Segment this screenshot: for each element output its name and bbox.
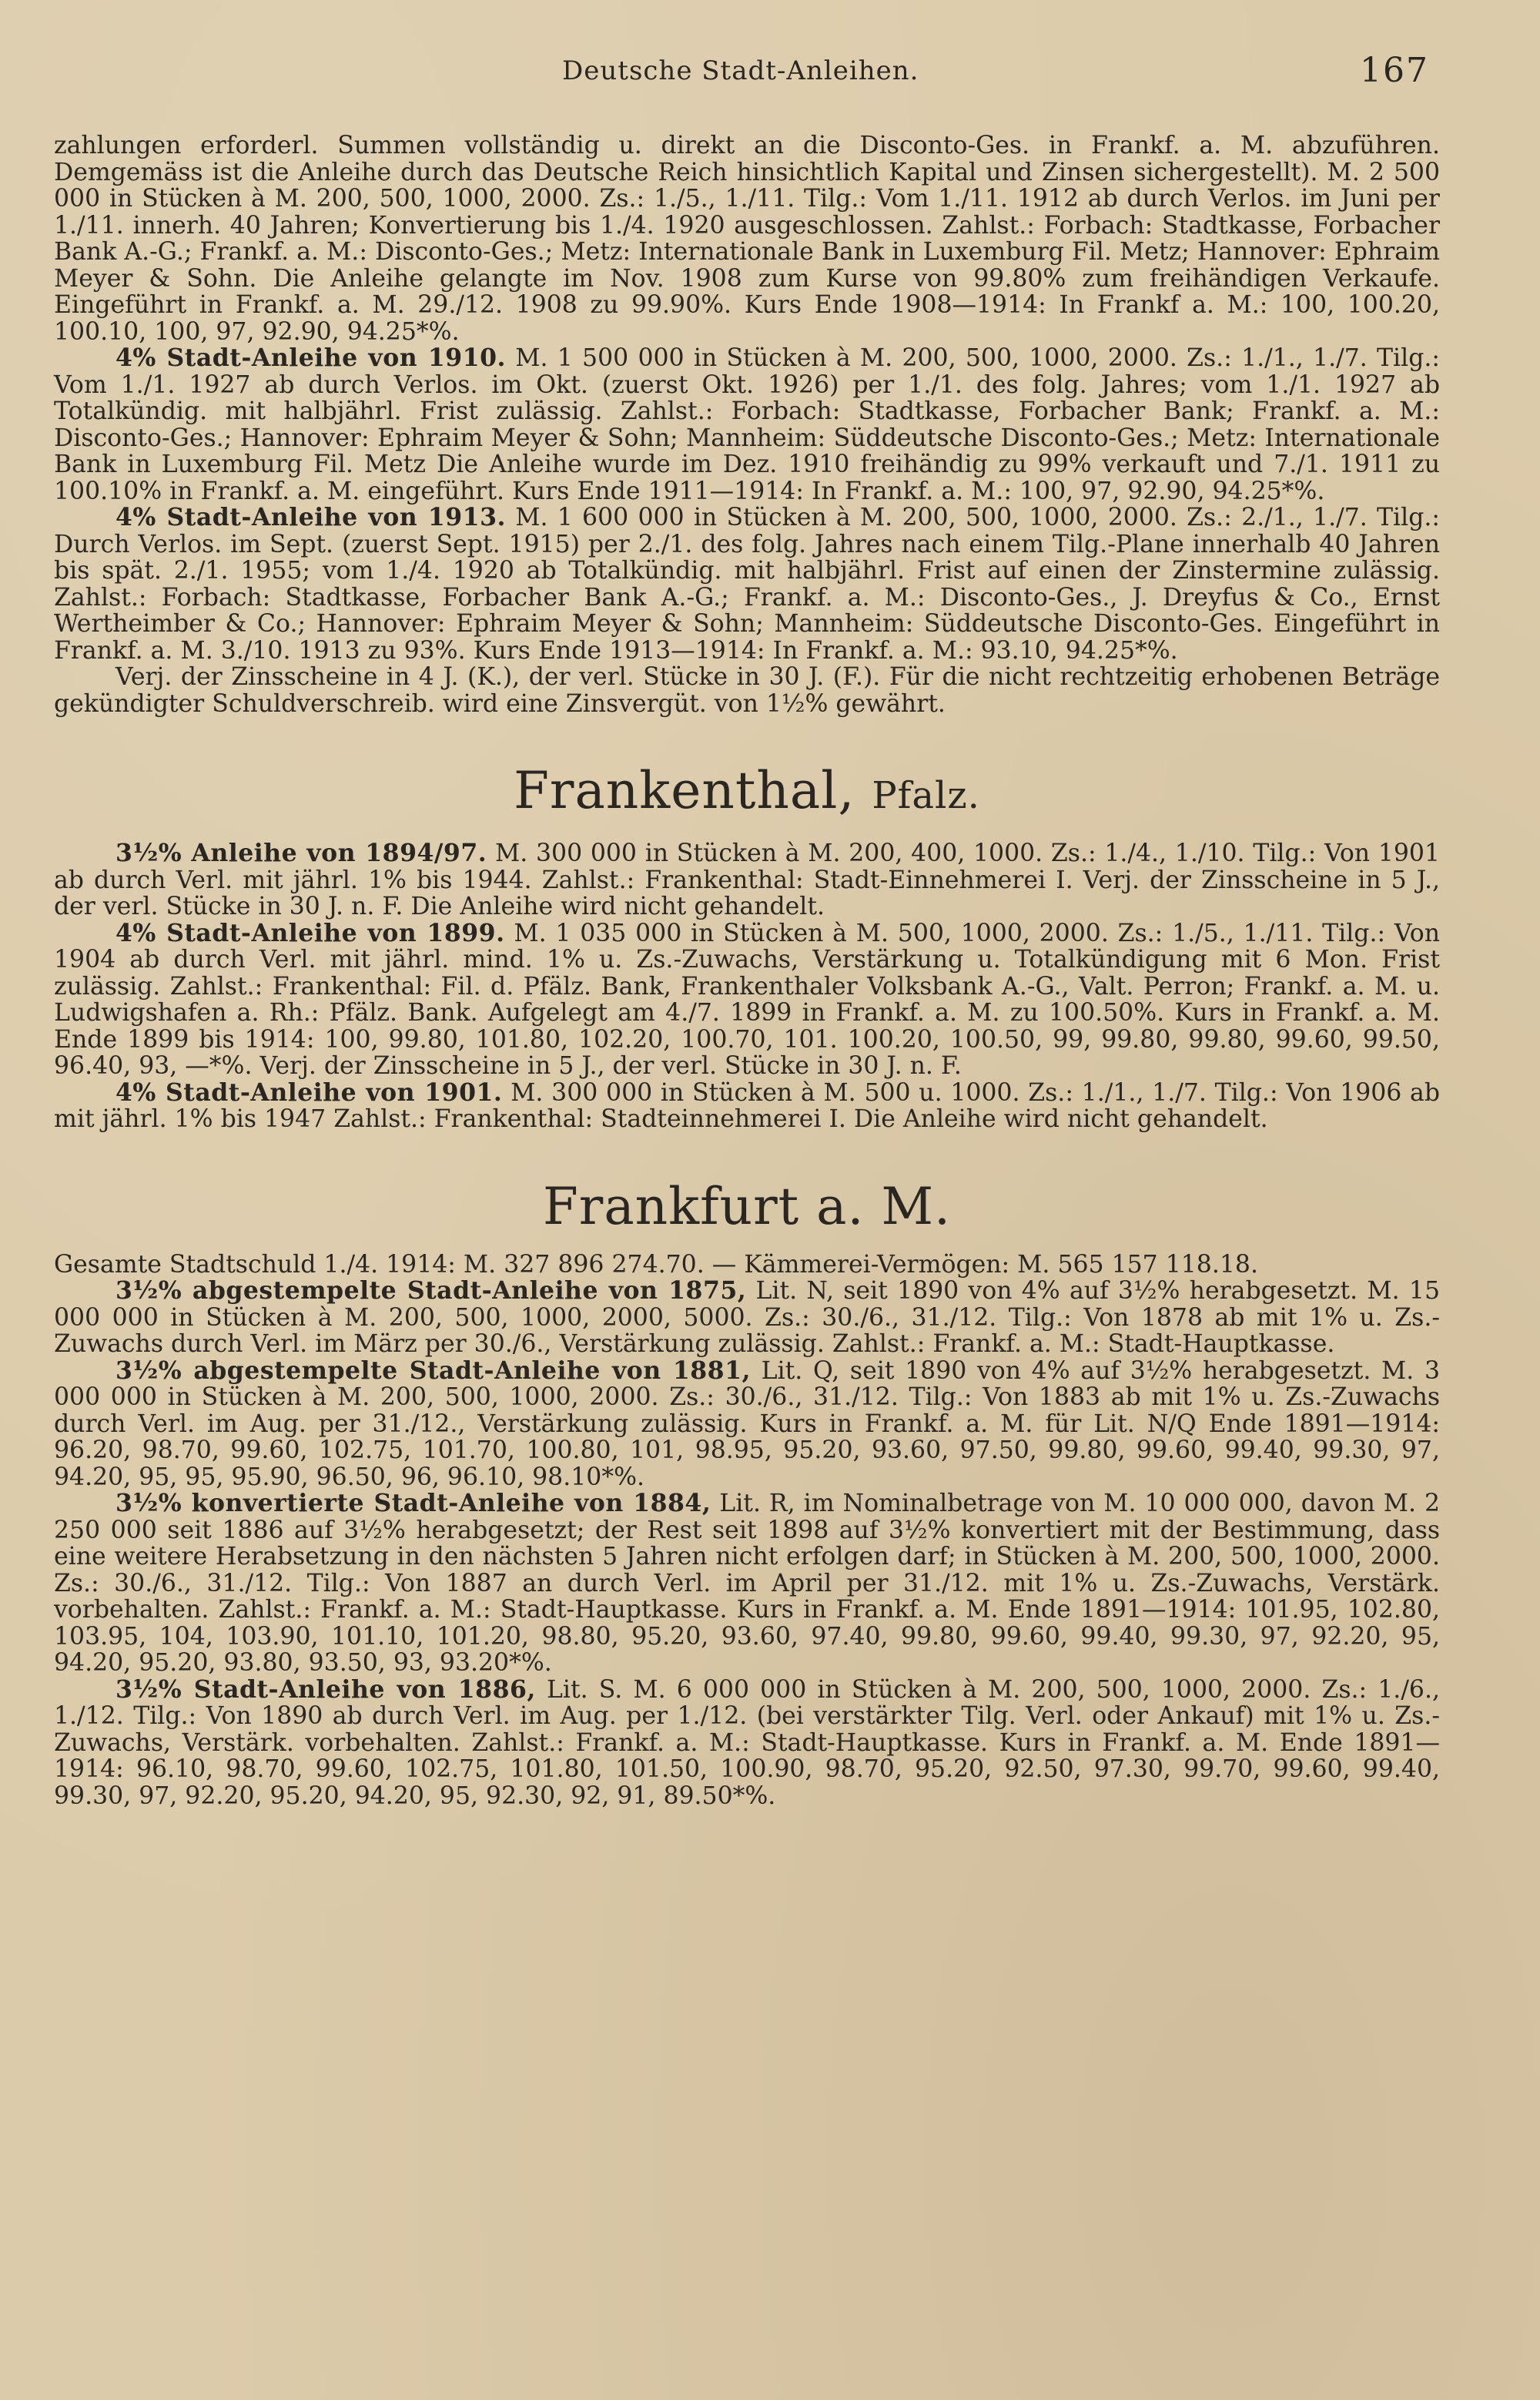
loan-title: 4% Stadt-Anleihe von 1901.	[116, 1078, 503, 1107]
loan-title: 3½% abgestempelte Stadt-Anleihe von 1881,	[116, 1356, 751, 1385]
body-text	[54, 132, 1440, 1809]
continuation-paragraph: zahlungen erforderl. Summen vollständig u. direkt an die Disconto-Ges. in Frankf. a. M. abzuführen. Demgemäss ist die Anleihe durch das Deutsche Reich hinsichtlich Kapital und Zinsen sichergestellt). M. 2 500 000 in Stücken à M. 200, 500, 1000, 2000. Zs.: 1./5., 1./11. Tilg.: Vom 1./11. 1912 ab durch Verlos. im Juni per 1./11. innerh. 40 Jahren; Konvertierung bis 1./4. 1920 ausgeschlossen. Zahlst.: Forbach: Stadtkasse, Forbacher Bank A.-G.; Frankf. a. M.: Disconto-Ges.; Metz: Internationale Bank in Luxemburg Fil. Metz; Hannover: Ephraim Meyer & Sohn. Die Anleihe gelangte im Nov. 1908 zum Kurse von 99.80% zum freihändigen Verkaufe. Eingeführt in Frankf. a. M. 29./12. 1908 zu 99.90%. Kurs Ende 1908—1914: In Frankf a. M.: 100, 100.20, 100.10, 100, 97, 92.90, 94.25*%.	[54, 132, 1440, 346]
loan-title: 4% Stadt-Anleihe von 1913.	[116, 503, 506, 531]
city-name: Frankenthal,	[514, 761, 855, 820]
loan-text: M. 1 500 000 in Stücken à M. 200, 500, 1000, 2000. Zs.: 1./1., 1./7. Tilg.: Vom 1./1. 1927 ab durch Verlos. im Okt. (zuerst Okt. 1926) per 1./1. des folg. Jahres; vom 1./1. 1927 ab Totalkündig. mit halbjährl. Frist zulässig. Zahlst.: Forbach: Stadtkasse, Forbacher Bank; Frankf. a. M.: Disconto-Ges.; Hannover: Ephraim Meyer & Sohn; Mannheim: Süddeutsche Disconto-Ges.; Metz: Internationale Bank in Luxemburg Fil. Metz Die Anleihe wurde im Dez. 1910 freihändig zu 99% verkauft und 7./1. 1911 zu 100.10% in Frankf. a. M. eingeführt. Kurs Ende 1911—1914: In Frankf. a. M.: 100, 97, 92.90, 94.25*%.	[54, 344, 1440, 505]
loan-text: M. 1 600 000 in Stücken à M. 200, 500, 1000, 2000. Zs.: 2./1., 1./7. Tilg.: Durch Verlos. im Sept. (zuerst Sept. 1915) per 2./1. des folg. Jahres nach einem Tilg.-Plane innerhalb 40 Jahren bis spät. 2./1. 1955; vom 1./4. 1920 ab Totalkündig. mit halbjährl. Frist auf einen der Zinstermine zulässig. Zahlst.: Forbach: Stadtkasse, Forbacher Bank A.-G.; Frankf. a. M.: Disconto-Ges., J. Dreyfus & Co., Ernst Wertheimber & Co.; Hannover: Ephraim Meyer & Sohn; Mannheim: Süddeutsche Disconto-Ges. Eingeführt in Frankf. a. M. 3./10. 1913 zu 93%. Kurs Ende 1913—1914: In Frankf. a. M.: 93.10, 94.25*%.	[54, 504, 1440, 665]
city-name: Frankfurt a. M.	[542, 1176, 952, 1236]
loan-paragraph-1881	[54, 1358, 1440, 1491]
verjaehrung-paragraph: Verj. der Zinsscheine in 4 J. (K.), der verl. Stücke in 30 J. (F.). Für die nicht rechtzeitig erhobenen Beträge gekündigter Schuldverschreib. wird eine Zinsvergüt. von 1½% gewährt.	[54, 663, 1440, 718]
loan-paragraph-1910	[54, 345, 1440, 504]
running-title: Deutsche Stadt-Anleihen.	[562, 55, 919, 86]
loan-text: Lit. R, im Nominalbetrage von M. 10 000 000, davon M. 2 250 000 seit 1886 auf 3½% herabgesetzt; der Rest seit 1898 auf 3½% konvertiert mit der Bestimmung, dass eine weitere Herabsetzung in den nächsten 5 Jahren nicht erfolgen darf; in Stücken à M. 200, 500, 1000, 2000. Zs.: 30./6., 31./12. Tilg.: Von 1887 an durch Verl. im April per 31./12. mit 1% u. Zs.-Zuwachs, Verstärk. vorbehalten. Zahlst.: Frankf. a. M.: Stadt-Hauptkasse. Kurs in Frankf. a. M. Ende 1891—1914: 101.95, 102.80, 103.95, 104, 103.90, 101.10, 101.20, 98.80, 95.20, 93.60, 97.40, 99.80, 99.60, 99.40, 99.30, 97, 92.20, 95, 94.20, 95.20, 93.80, 93.50, 93, 93.20*%.	[54, 1490, 1441, 1677]
page-number: 167	[1360, 51, 1429, 90]
loan-paragraph-1913	[54, 504, 1440, 664]
loan-text: Lit. N, seit 1890 von 4% auf 3½% herabgesetzt. M. 15 000 000 in Stücken à M. 200, 500, 1000, 2000, 5000. Zs.: 30./6., 31./12. Tilg.: Von 1878 ab mit 1% u. Zs.-Zuwachs durch Verl. im März per 30./6., Verstärkung zulässig. Zahlst.: Frankf. a. M.: Stadt-Hauptkasse.	[54, 1277, 1440, 1358]
city-heading-frankenthal	[54, 763, 1440, 823]
loan-paragraph-1901	[54, 1080, 1440, 1133]
loan-title: 3½% Stadt-Anleihe von 1886,	[116, 1674, 536, 1704]
loan-title: 4% Stadt-Anleihe von 1899.	[116, 918, 505, 947]
loan-text: M. 300 000 in Stücken à M. 200, 400, 1000. Zs.: 1./4., 1./10. Tilg.: Von 1901 ab durch Verl. mit jährl. 1% bis 1944. Zahlst.: Frankenthal: Stadt-Einnehmerei I. Verj. der Zinsscheine in 5 J., der verl. Stücke in 30 J. n. F. Die Anleihe wird nicht gehandelt.	[54, 840, 1441, 920]
loan-text: Lit. S. M. 6 000 000 in Stücken à M. 200, 500, 1000, 2000. Zs.: 1./6., 1./12. Tilg.: Von 1890 ab durch Verl. im Aug. per 1./12. (bei verstärkter Tilg. Verl. oder Ankauf) mit 1% u. Zs.-Zuwachs, Verstärk. vorbehalten. Zahlst.: Frankf. a. M.: Stadt-Hauptkasse. Kurs in Frankf. a. M. Ende 1891—1914: 96.10, 98.70, 99.60, 102.75, 101.80, 101.50, 100.90, 98.70, 95.20, 92.50, 97.30, 99.70, 99.60, 99.40, 99.30, 97, 92.20, 95.20, 94.20, 95, 92.30, 92, 91, 89.50*%.	[54, 1675, 1440, 1810]
loan-text: M. 300 000 in Stücken à M. 500 u. 1000. Zs.: 1./1., 1./7. Tilg.: Von 1906 ab mit jährl. 1% bis 1947 Zahlst.: Frankenthal: Stadteinnehmerei I. Die Anleihe wird nicht gehandelt.	[54, 1078, 1440, 1133]
loan-paragraph-1886	[54, 1674, 1440, 1810]
loan-title: 4% Stadt-Anleihe von 1910.	[116, 344, 506, 372]
loan-title: 3½% konvertierte Stadt-Anleihe von 1884,	[116, 1489, 711, 1517]
loan-paragraph-1884	[54, 1490, 1440, 1677]
loan-text: Lit. Q, seit 1890 von 4% auf 3½% herabgesetzt. M. 3 000 000 in Stücken à M. 200, 500, 1000, 2000. Zs.: 30./6., 31./12. Tilg.: Von 1883 ab mit 1% u. Zs.-Zuwachs durch Verl. im Aug. per 31./12., Verstärkung zulässig. Kurs in Frankf. a. M. für Lit. N/Q Ende 1891—1914: 96.20, 98.70, 99.60, 102.75, 101.70, 100.80, 101, 98.95, 95.20, 93.60, 97.50, 99.80, 99.60, 99.40, 99.30, 97, 94.20, 95, 95, 95.90, 96.50, 96, 96.10, 98.10*%.	[54, 1356, 1440, 1491]
loan-title: 3½% Anleihe von 1894/97.	[116, 839, 487, 867]
loan-paragraph-1899	[54, 920, 1440, 1080]
running-head	[0, 51, 1540, 102]
gesamte-stadtschuld-line: Gesamte Stadtschuld 1./4. 1914: M. 327 896 274.70. — Kämmerei-Vermögen: M. 565 157 118.18.	[54, 1250, 1258, 1279]
city-heading-frankfurt	[54, 1176, 1440, 1236]
city-region: Pfalz.	[872, 774, 980, 817]
loan-title: 3½% abgestempelte Stadt-Anleihe von 1875,	[116, 1276, 747, 1305]
loan-paragraph-1894	[54, 840, 1440, 920]
loan-text: M. 1 035 000 in Stücken à M. 500, 1000, 2000. Zs.: 1./5., 1./11. Tilg.: Von 1904 ab durch Verl. mit jährl. mind. 1% u. Zs.-Zuwachs, Verstärkung u. Totalkündigung mit 6 Mon. Frist zulässig. Zahlst.: Frankenthal: Fil. d. Pfälz. Bank, Frankenthaler Volksbank A.-G., Valt. Perron; Frankf. a. M. u. Ludwigshafen a. Rh.: Pfälz. Bank. Aufgelegt am 4./7. 1899 in Frankf. a. M. zu 100.50%. Kurs in Frankf. a. M. Ende 1899 bis 1914: 100, 99.80, 101.80, 102.20, 100.70, 101. 100.20, 100.50, 99, 99.80, 99.80, 99.60, 99.50, 96.40, 93, —*%. Verj. der Zinsscheine in 5 J., der verl. Stücke in 30 J. n. F.	[54, 919, 1440, 1080]
loan-paragraph-1875	[54, 1278, 1440, 1358]
